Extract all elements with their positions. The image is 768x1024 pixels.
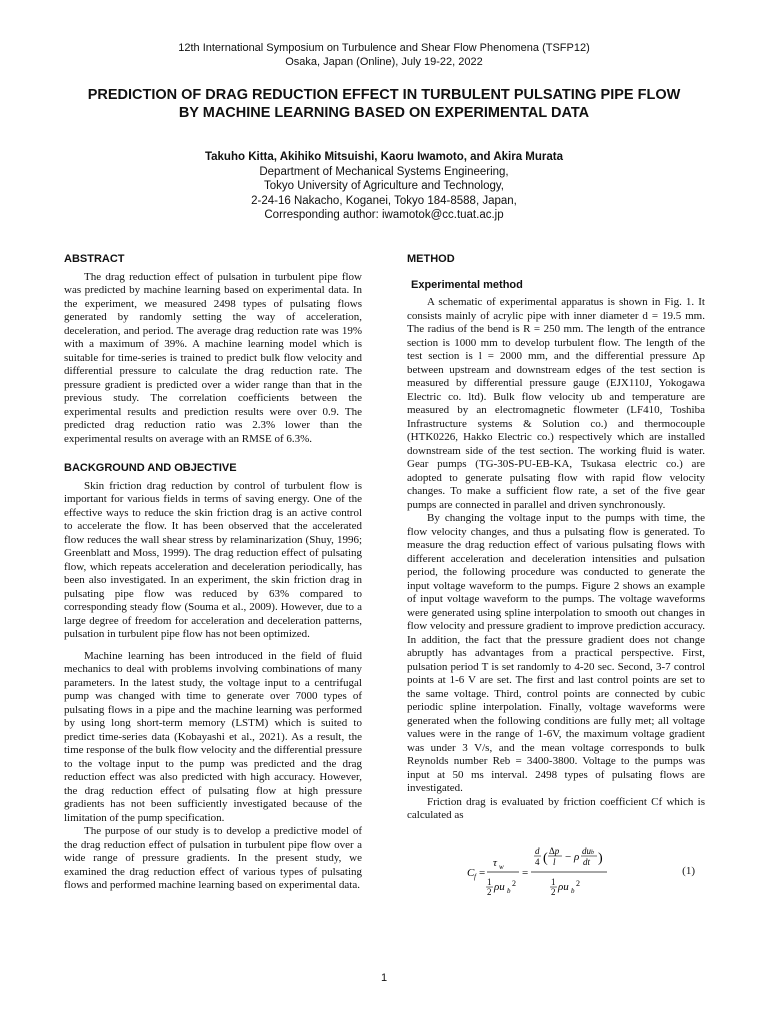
svg-text:b: b — [571, 886, 575, 895]
svg-text:2: 2 — [512, 878, 516, 888]
svg-text:1: 1 — [487, 876, 492, 887]
corresponding-author: Corresponding author: iwamotok@cc.tuat.ac.jp — [264, 209, 504, 221]
friction-coefficient-equation — [467, 843, 647, 901]
svg-text:−: − — [565, 850, 572, 863]
svg-text:d: d — [535, 845, 540, 856]
background-paragraph-2: Machine learning has been introduced in the field of fluid mechanics to deal with problems involving combinations of many parameters. In the latest study, the voltage input to a centrifugal pump was changed with time to generate over 7000 types of pulsating flows in a pipe and the machine learning was performed by using long short-term memory (LSTM) which is suited to predict time-series data (Kobayashi et al., 2021). As a result, the time response of the bulk flow velocity and the differential pressure to the voltage input to the pump was predicted and the drag reduction effect was also predicted with high accuracy. However, the drag reduction effect of pulsating flow at high pressure gradients has not been sufficiently investigated because of the limitation of the pump specification. — [64, 649, 362, 824]
method-paragraph-2: By changing the voltage input to the pumps with time, the flow velocity changes, and thus a pulsating flow is generated. To measure the drag reduction effect of various pulsating flows with different acceleration and deceleration intensities and pulsation period, the following procedure was conducted to generate the input voltage waveform to the pumps. Figure 2 shows an example of input voltage waveform to the pumps. The voltage waveforms were generated using spline interpolation to smooth out changes in flow velocity and pressure gradient to improve prediction accuracy. In addition, the fact that the pressure gradient does not change abruptly has advantages from a practical perspective. First, pulsation period T is set randomly to 4-20 sec. Second, 3-7 control points at 1-6 V are set. The first and last control points are set to the same voltage. Third, control points are connected by cubic periodic spline interpolation. Finally, voltage waveforms were generated when the following conditions are fully met; all voltage values were in the range of 1-6V, the maximum voltage gradient was under 3 V/s, and the mean voltage corresponds to bulk Reynolds number Reb = 3400-3800. Voltage to the pumps was input at 50 ms interval. 2498 types of pulsating flows are investigated. — [407, 512, 705, 794]
equation-1 — [407, 843, 705, 901]
svg-text:=: = — [522, 866, 529, 879]
author-names: Takuho Kitta, Akihiko Mitsuishi, Kaoru Iwamoto, and Akira Murata — [204, 151, 564, 163]
background-paragraph-1: Skin friction drag reduction by control of turbulent flow is important for various fields in terms of saving energy. One of the effective ways to reduce the skin friction drag is an active control to accelerate the flow. It has been observed that the accelerated flow reduces the wall shear stress by relaminarization (Shuy, 1996; Greenblatt and Moss, 1999). The drag reduction effect of pulsating flow, which repeats acceleration and deceleration periodically, has been also investigated. In an experiment, the skin friction drag in pulsating pipe flow was reduced by 63% compared to corresponding steady flow (Souma et al., 2009). However, due to a large degree of freedom for acceleration and deceleration patterns, pulsation in turbulent pipe flow has not been optimized. — [64, 479, 362, 640]
svg-text:(: ( — [543, 850, 548, 866]
svg-text:f: f — [474, 872, 476, 881]
equation-number: (1) — [682, 864, 695, 877]
svg-text:): ) — [598, 850, 603, 866]
method-paragraph-1: A schematic of experimental apparatus is shown in Fig. 1. It consists mainly of acrylic pipe with inner diameter d = 19.5 mm. The radius of the bend is R = 250 mm. The length of the entrance section is 1000 mm to develop turbulent flow. The length of the test section is l = 2000 mm, and the differential pressure Δp between upstream and downstream edges of the test section is measured by differential pressure gauge (EJX110J, Yokogawa Electric co. ltd). Bulk flow velocity ub and temperature are measured by an electromagnetic flowmeter (LF410, Toshiba Infrastructure systems & Solution co.) and thermocouple (HTK0226, Hakko Electric co.) respectively which are installed downstream side of the test section. The working fluid is water. Gear pumps (TG-30S-PU-EB-KA, Tsukasa electric co.) are adopted to generate pulsating flow with rapid flow velocity changes. To make a sufficient flow rate, a set of the five gear pumps are connected in parallel and driven synchronously. — [407, 296, 705, 511]
method-paragraph-3: Friction drag is evaluated by friction coefficient Cf which is calculated as — [407, 795, 705, 821]
svg-text:dt: dt — [583, 856, 591, 867]
svg-text:2: 2 — [551, 886, 556, 897]
svg-text:Δp: Δp — [549, 845, 560, 856]
conference-header — [0, 41, 768, 69]
svg-text:w: w — [499, 862, 504, 871]
svg-text:b: b — [507, 886, 511, 895]
svg-text:dub: dub — [582, 845, 594, 856]
svg-text:2: 2 — [487, 886, 492, 897]
author-department: Department of Mechanical Systems Engineering, — [259, 165, 509, 178]
paper-title-line-1: PREDICTION OF DRAG REDUCTION EFFECT IN TURBULENT PULSATING PIPE FLOW — [87, 87, 681, 103]
background-heading: BACKGROUND AND OBJECTIVE — [64, 462, 237, 474]
page-number: 1 — [380, 972, 388, 984]
svg-text:ρ: ρ — [574, 850, 580, 863]
author-address: 2-24-16 Nakacho, Koganei, Tokyo 184-8588, Japan, — [251, 194, 517, 207]
svg-text:τ: τ — [493, 856, 497, 869]
method-heading: METHOD — [407, 253, 455, 265]
svg-text:2: 2 — [576, 878, 580, 888]
left-column — [64, 253, 362, 893]
svg-text:ρu: ρu — [494, 880, 505, 893]
svg-text:C: C — [467, 866, 475, 879]
abstract-heading: ABSTRACT — [64, 253, 125, 265]
conference-location: Osaka, Japan (Online), July 19-22, 2022 — [285, 56, 483, 68]
paper-title — [40, 86, 728, 122]
svg-text:=: = — [479, 866, 486, 879]
conference-name: 12th International Symposium on Turbulence and Shear Flow Phenomena (TSFP12) — [178, 42, 590, 54]
experimental-method-subheading: Experimental method — [411, 278, 523, 291]
author-university: Tokyo University of Agriculture and Technology, — [264, 180, 504, 192]
svg-text:1: 1 — [551, 876, 556, 887]
svg-text:l: l — [553, 856, 556, 867]
paper-title-line-2: BY MACHINE LEARNING BASED ON EXPERIMENTAL DATA — [178, 105, 590, 121]
abstract-text: The drag reduction effect of pulsation in turbulent pipe flow was predicted by machine learning based on experimental data. In the experiment, we measured 2498 types of pulsating flows generated by randomly setting the way of acceleration, deceleration, and period. The average drag reduction rate was 19% with a maximum of 39%. A machine learning model which is suitable for time-series is trained to predict bulk flow velocity and differential pressure to calculate the drag reduction rate. The pressure gradient is predicted over a wider range than that in the previous study. The correlation coefficients between the experimental results and prediction results were over 0.9. The predicted drag reduction ratio was 2.3% lower than the experimental results on average with an RMSE of 6.3%. — [64, 270, 362, 445]
svg-text:ρu: ρu — [558, 880, 569, 893]
svg-text:4: 4 — [535, 856, 540, 867]
right-column — [407, 253, 705, 901]
background-paragraph-3: The purpose of our study is to develop a predictive model of the drag reduction effect of pulsation in turbulent pipe flow over a wide range of pressure gradients. In the present study, we examined the drag reduction effect of various types of pulsating flows and performed machine learning based on experimental data. — [64, 825, 362, 891]
author-block — [0, 150, 768, 223]
